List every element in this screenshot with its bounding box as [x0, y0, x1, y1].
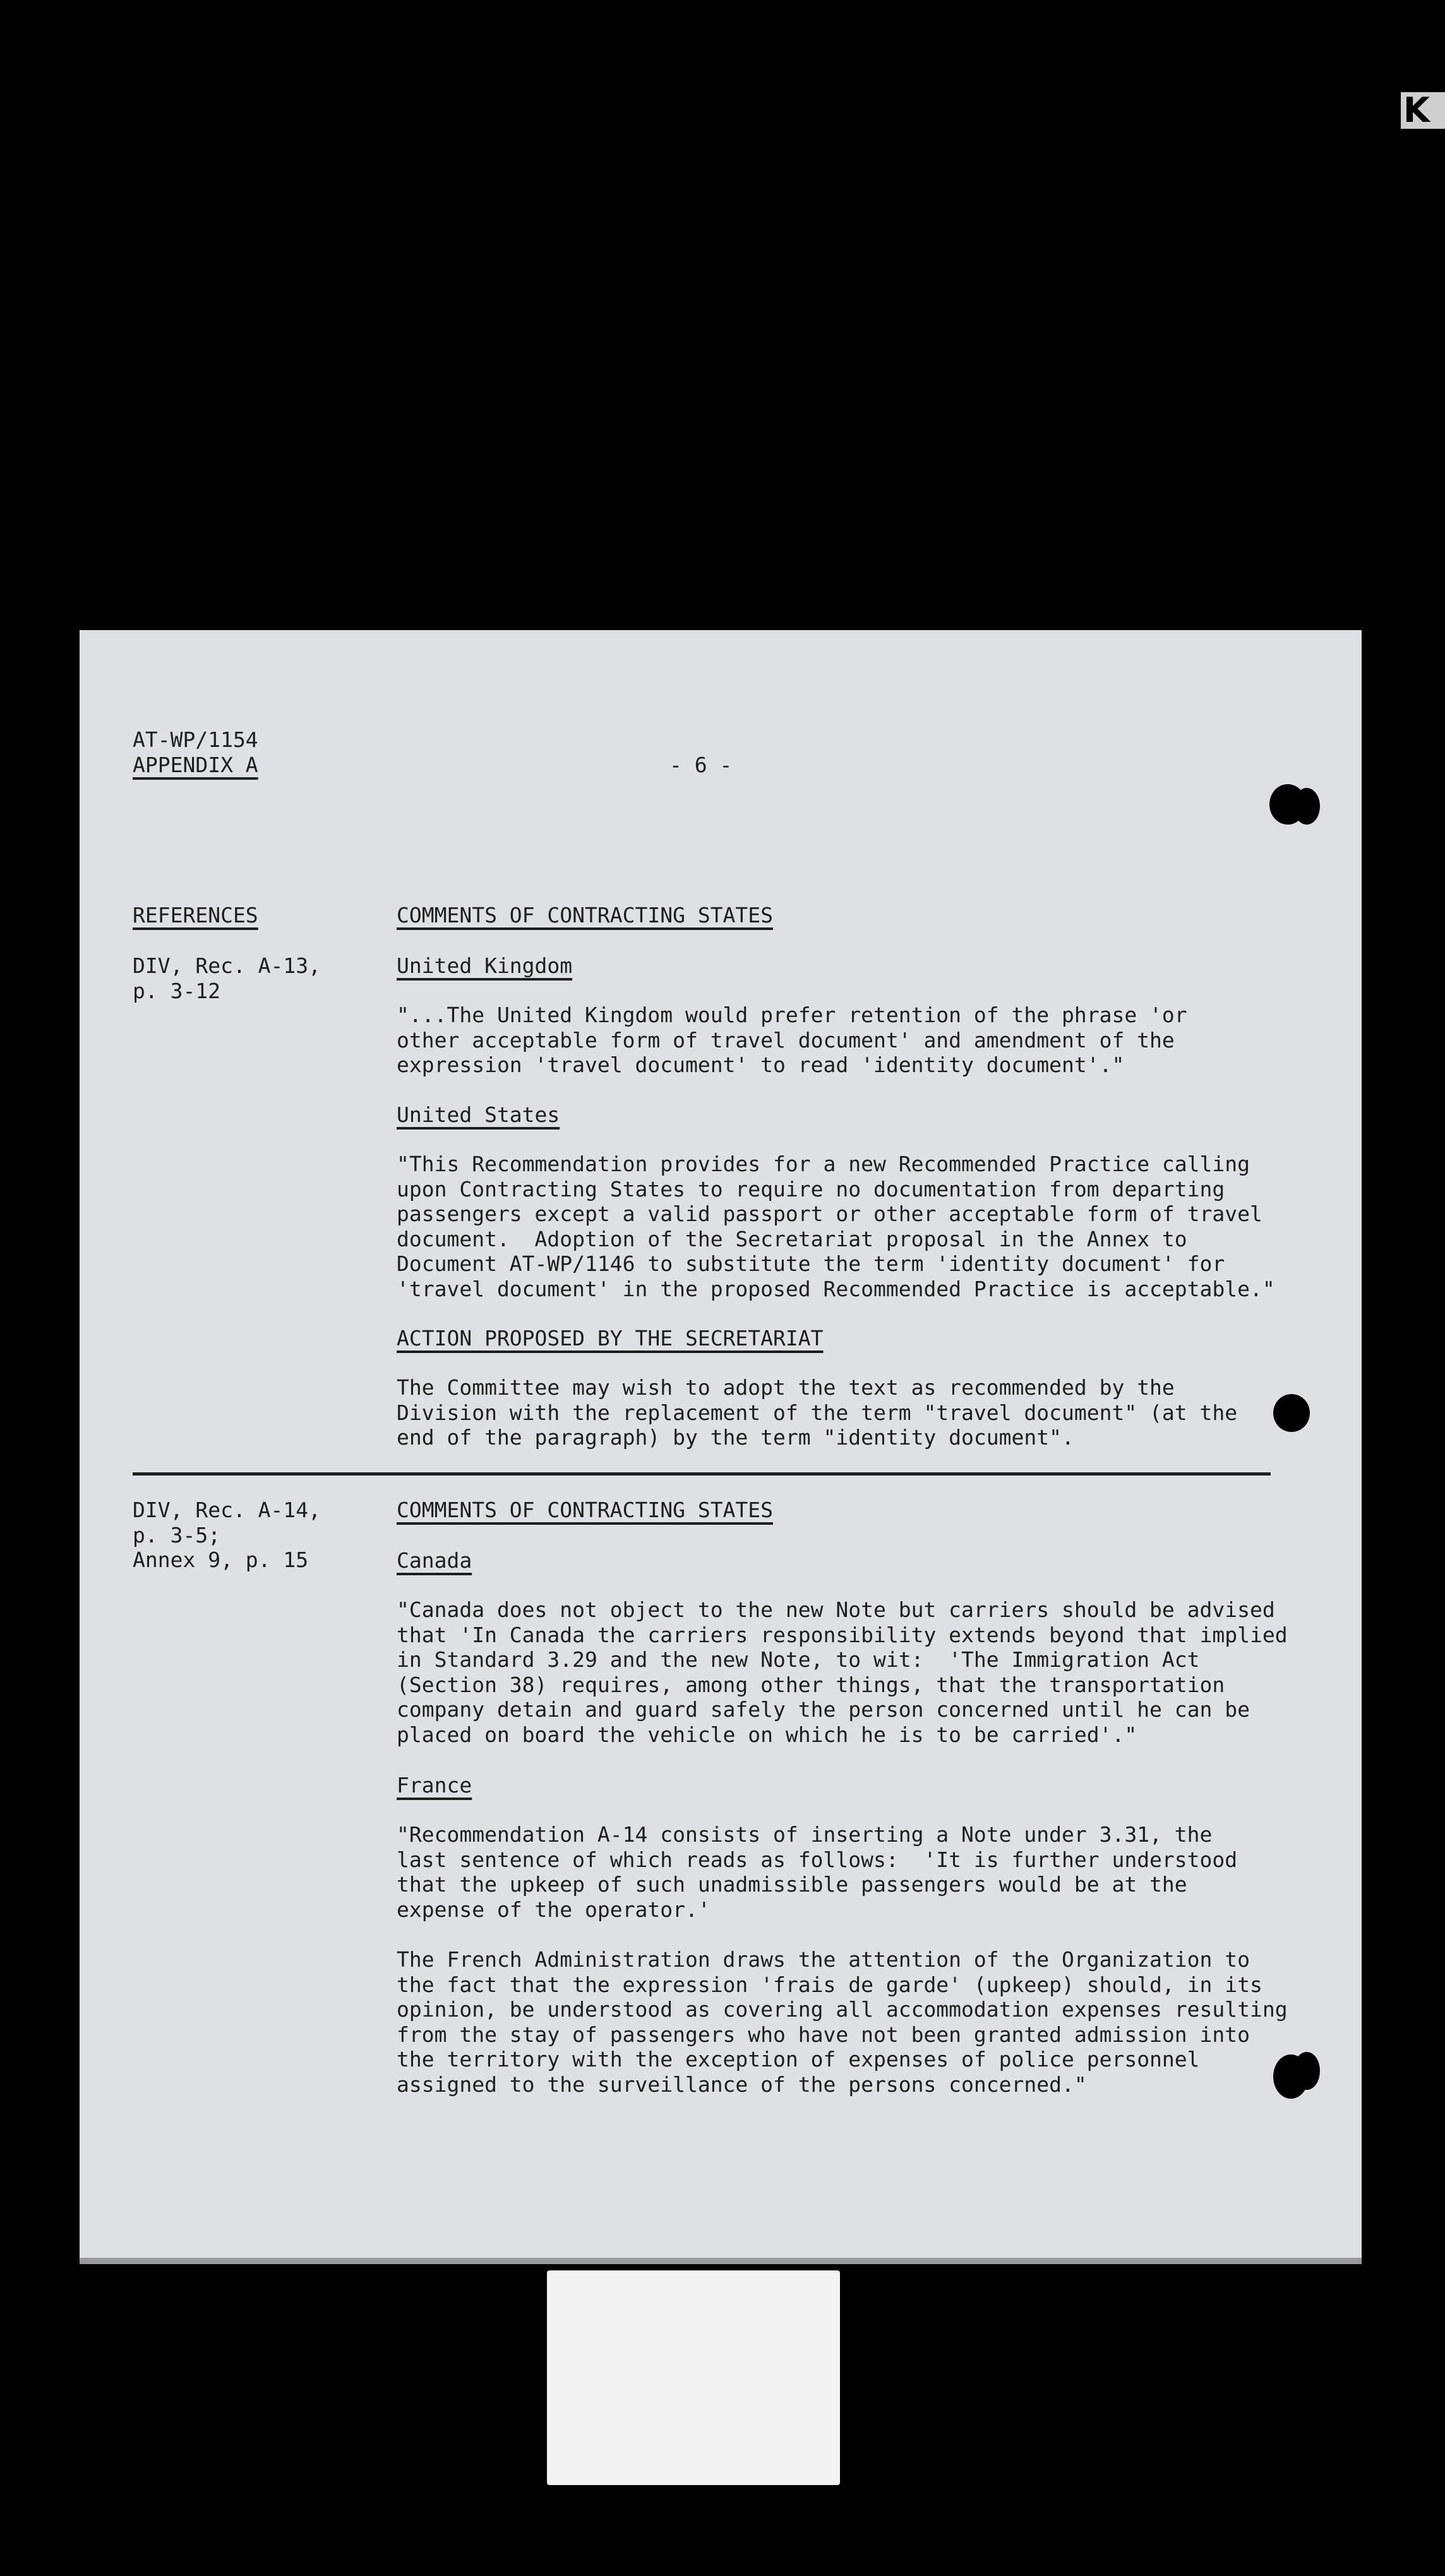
us-comment: "This Recommendation provides for a new Recommended Practice calling upon Contracting States to require no documentation from departing passengers except a valid passport or other acceptable form of travel document. Adoption of the Secretariat proposal in the Annex to Document AT-WP/1146 to substitute the term 'identity document' for 'travel document' in the proposed Recommended Practice is acceptable." [397, 1152, 1275, 1301]
canada-comment: "Canada does not object to the new Note but carriers should be advised that 'In Canada the carriers responsibility extends beyond that implied in Standard 3.29 and the new Note, to wit: 'The Immigration Act (Section 38) requires, among other things, that the transportation company detain and guard safely the person concerned until he can be placed on board the vehicle on which he is to be carried'." [397, 1597, 1288, 1747]
action-heading: ACTION PROPOSED BY THE SECRETARIAT [397, 1326, 824, 1351]
reference-a14: DIV, Rec. A-14, p. 3-5; Annex 9, p. 15 [133, 1498, 321, 1572]
corner-tag: K [1401, 92, 1445, 129]
uk-comment: "...The United Kingdom would prefer retention of the phrase 'or other acceptable form of travel document' and amendment of the expression 'travel document' to read 'identity document'." [397, 1003, 1187, 1077]
canada-heading: Canada [397, 1548, 472, 1573]
paper-slip [547, 2270, 840, 2485]
uk-heading: United Kingdom [397, 953, 573, 978]
appendix-label: APPENDIX A [133, 753, 258, 777]
comments-heading-2: COMMENTS OF CONTRACTING STATES [397, 1498, 774, 1522]
action-text: The Committee may wish to adopt the text as recommended by the Division with the replacement of the term "travel document" (at the end of the paragraph) by the term "identity document". [397, 1375, 1238, 1450]
document-page [80, 630, 1362, 2264]
punch-hole-middle [1273, 1394, 1310, 1432]
section-divider [133, 1472, 1271, 1476]
france-heading: France [397, 1773, 472, 1798]
punch-hole-bottom-overlap [1293, 2052, 1320, 2090]
punch-hole-top-overlap [1293, 788, 1320, 825]
us-heading: United States [397, 1102, 560, 1127]
france-comment-1: "Recommendation A-14 consists of inserting a Note under 3.31, the last sentence of which reads as follows: 'It is further understood that the upkeep of such unadmissible passengers would be at the expense of the operator.' [397, 1822, 1238, 1922]
document-id: AT-WP/1154 [133, 727, 258, 752]
page-number: - 6 - [669, 753, 733, 777]
comments-heading-1: COMMENTS OF CONTRACTING STATES [397, 903, 774, 927]
reference-a13: DIV, Rec. A-13, p. 3-12 [133, 953, 321, 1003]
france-comment-2: The French Administration draws the attention of the Organization to the fact that the expression 'frais de garde' (upkeep) should, in its opinion, be understood as covering all accommodation expenses resulting from the stay of passengers who have not been granted admission into the territory with the exception of expenses of police personnel assigned to the surveillance of the persons concerned." [397, 1947, 1288, 2097]
references-heading: REFERENCES [133, 903, 258, 927]
